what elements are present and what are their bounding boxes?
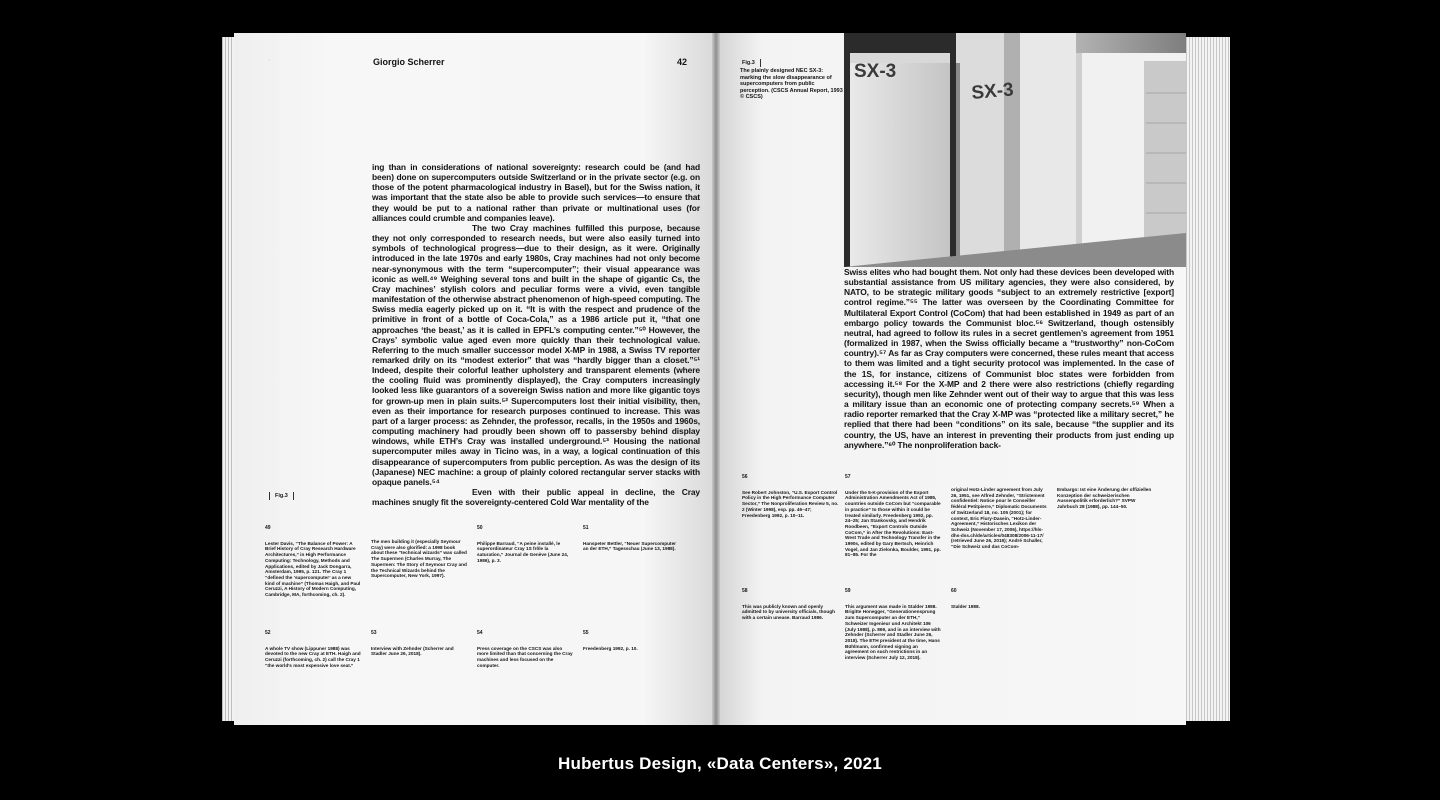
footnote [1057,487,1154,510]
machine-logo: SX-3 [854,61,897,82]
figure-label: Fig.3 [742,59,761,67]
open-book [222,33,1230,725]
right-page [715,33,1186,725]
footnote-text: See Robert Johnston, “U.S. Export Control Policy in the High Performance Computer Sector,” The Nonproliferation Review 5, no. 2 (Winter 1998), esp. pp. 46–47; Freedenberg 1992, p. 10–11. [742,489,839,518]
footnote-text: Philippe Barraud, “A peine installé, le superordinateur Cray 1S frôle la saturation,” Journal de Genève (June 24, 1986), p. 3. [477,540,569,563]
footnote-text: Lester Davis, “The Balance of Power: A Brief History of Cray Research Hardware Architectures,” in High Performance Computing: Technology, Methods and Applications, edited by Jack Dongarra, Amsterdam, 1995, p. 121. The Cray 1 “defined the ‘supercomputer’ as a new kind of machine” (Thomas Haigh, and Paul Ceruzzi, A History of Modern Computing, Cambridge, MA, forthcoming, ch. 2). [265,540,361,598]
paragraph: The two Cray machines fulfilled this purpose, because they not only corresponded to research needs, but were also easily turned into symbols of technological progress—due to their design, as it were. Originally introduced in the late 1970s and early 1980s, Cray machines had not only become near-synonymous with the term “supercomputer”; their visual appearance was iconic as well.⁴⁹ Weighing several tons and built in the shape of gigantic Cs, the Cray machines’ stylish colors and peculiar forms were a vivid, even tangible manifestation of the otherwise abstract phenomenon of high-speed computing. The Swiss media eagerly picked up on it. “It is with the respect and prudence of the primitive in front of a bottle of Coca-Cola,” as a 1986 article put it, “that one approaches ‘the beast,’ as it is called in EPFL’s computing center.”⁵⁰ However, the Crays’ symbolic value aged even more quickly than their technological value. Referring to the much smaller successor model X-MP in 1988, a Swiss TV reporter remarked drily on its “modest exterior” that was “hardly bigger than a closet.”⁵¹ Indeed, despite their colorful leather upholstery and transparent elements (where the cooling fluid was prominently displayed), the Cray computers increasingly looked less like guarantors of a sovereign Swiss nation and more like gigantic toys for grown-up men in plain suits.⁵² Supercomputers lost their initial visibility, then, even as their importance for research purposes continued to increase. This was part of a larger process: as Zehnder, the professor, recalls, in the 1950s and 1960s, computing machinery had proudly been shown off to passersby behind display windows, while ETH’s Cray was installed underground.⁵³ Housing the national supercomputer miles away in Ticino was, in a way, a logical continuation of this disappearance of supercomputers from public perception. As was the design of its (Japanese) NEC machine: a group of plainly colored rectangular server stacks with opaque panels.⁵⁴ [372,222,700,487]
footnote [845,589,942,661]
footnote-number: 57 [845,474,851,480]
bleed-through: ▫ [268,57,271,64]
footnote-text: A whole TV show (Lippuner 1988) was devoted to the new Cray at ETH. Haigh and Ceruzzi (forthcoming, ch. 2) call the Cray 1 “the world’s most expensive love seat.” [265,645,361,668]
right-body-text [844,267,1174,450]
footnote [265,526,362,598]
footnote [371,631,468,657]
footnote-number: 60 [951,588,957,594]
footnote-text: This was publicly known and openly admitted to by university officials, though with a certain unease. Barraud 1986. [742,603,835,621]
nec-sx3-photo [844,33,1186,267]
footnote-text: Interview with Zehnder (Scherrer and Stadler June 26, 2018). [371,645,454,657]
running-head-author: Giorgio Scherrer [373,57,445,67]
footnote-number: 50 [477,525,483,531]
page-edges-right [1186,37,1230,721]
footnote-text: Press coverage on the CSCS was also more limited than that concerning the Cray machines and less focused on the computer. [477,645,573,668]
footnote-number: 56 [742,474,748,480]
footnote-text: The men building it (especially Seymour Cray) were also glorified: a 1998 book about these “technical wizards” was called The Supermen (Charles Murray, The Supermen: The Story of Seymour Cray and the Technical Wizards behind the Supercomputer, New York, 1997). [371,539,467,579]
footnote [742,589,839,621]
paragraph: Swiss elites who had bought them. Not only had these devices been developed with substantial assistance from US military agencies, they were also considered, by NATO, to be strategic military goods “subject to an extremely restrictive [export] control regime.”⁵⁵ The latter was overseen by the Coordinating Committee for Multilateral Export Control (CoCom) that had been established in 1949 as part of an embargo policy towards the Communist bloc.⁵⁶ Switzerland, though ostensibly neutral, had agreed to follow its rules in a secret gentlemen’s agreement from 1951 (formalized in 1987, when the Swiss officially became a “trustworthy” non-CoCom country).⁵⁷ As far as Cray computers were concerned, these rules meant that access to them was limited and a tight security protocol was implemented. In the case of the 1S, for instance, citizens of Communist bloc states were forbidden from accessing it.⁵⁸ For the X-MP and 2 there were also restrictions (chiefly regarding security), though men like Zehnder went out of their way to argue that this was less a military issue than an economic one of protecting company secrets.⁵⁹ When a radio reporter remarked that the Cray X-MP was “protected like a military secret,” he replied that there had been “conditions” on its sale, because “the supplier and its country, the US, have an interest in preventing their products from just ending up anywhere.”⁶⁰ The nonproliferation back- [844,267,1174,450]
footnote-text: Freedenberg 1992, p. 10. [583,645,638,651]
footnote-text: Under the 5-K-provision of the Export Administration Amendments Act of 1985, countries outside CoCom but “comparable in practice” to those within it could be treated similarly. Freedenberg 1992, pp. 24–25; Jan Stankovsky, and Hendrik Roodbeen, “Export Controls Outside CoCom,” in After the Revolutions: East-West Trade and Technology Transfer in the 1990s, edited by Gary Bertsch, Heinrich Vogel, and Jan Zielonka, Boulder, 1991, pp. 81–85. For the [845,489,941,558]
footnote-number: 52 [265,630,271,636]
footnote-number: 53 [371,630,377,636]
footnote-text: Embargo: Ist eine Änderung der offiziellen Konzeption der schweizerischen Aussenpolitik erforderlich?” SVPW Jahrbuch 28 (1988), pp. 144–50. [1057,487,1152,510]
footnote-text: Stalder 1988. [951,603,980,609]
left-body-text [372,162,700,507]
footnote-number: 51 [583,525,589,531]
image-credit: Hubertus Design, «Data Centers», 2021 [558,754,882,773]
footnote [371,539,468,579]
footnote-number: 49 [265,525,271,531]
footnote-number: 58 [742,588,748,594]
footnote-number: 54 [477,630,483,636]
footnote [583,526,680,552]
footnote [845,475,942,558]
figure-caption: The plainly designed NEC SX-3: marking the slow disappearance of supercomputers from public perception. (CSCS Annual Report, 1993 © CSCS) [740,68,843,101]
footnote [742,475,839,518]
footnote [583,631,680,651]
footnote [951,487,1048,550]
paragraph: ing than in considerations of national sovereignty: research could be (and had been) done on supercomputers outside Switzerland or in the private sector (e.g. on those of the potent pharmacological industry in Basel), but for the Swiss nation, it was important that the state also be able to provide such services—to ensure that they would be put to a national rather than private or multinational uses (for alliances could crumble and companies leave). [372,162,700,223]
footnote [477,631,574,669]
machine-logo: SX-3 [970,79,1015,104]
footnote-number: 59 [845,588,851,594]
footnote-text: original Hotz-Linder agreement from July 26, 1951, see Alfred Zehnder, “Strictement confidentiel: Notice pour le Conseiller fédéral Petitpierre,” Diplomatic Documents of Switzerland 18, no. 105 (2001); for context, Eric Flury-Dasein, “Hotz-Linder-Agreement,” Historisches Lexikon der Schweiz (November 17, 2006), https://hls-dhs-dss.ch/de/articles/048308/2006-11-17/ (retrieved June 26, 2019); André Schaller, “Die Schweiz und das CoCom- [951,487,1047,550]
footnote [477,526,574,564]
footnote [265,631,362,669]
left-page [234,33,715,725]
book-gutter [712,33,720,725]
paragraph: Even with their public appeal in decline, the Cray machines snugly fit the sovereignty-centered Cold War mentality of the [372,487,700,508]
supercomputer-image [844,33,1186,267]
figure-label: Fig.3 [269,492,294,500]
footnote [951,589,1048,609]
footnote-text: Hanspeter Bettler, “Neuer Supercomputer an der ETH,” Tagesschau (June 13, 1988). [583,540,676,552]
footnote-text: This argument was made in Stalder 1988. Brigitte Honegger, “Generationensprung zum Supercomputer an der ETH,” Schweizer Ingenieur und Architekt 106 (July 1988), p. 869, and in an interview with Zehnder (Scherrer and Stadler June 26, 2018). The ETH president at the time, Hans Bühlmann, confirmed signing an agreement on such restrictions in an interview (Scherrer July 12, 2018). [845,603,941,661]
page-number: 42 [677,57,688,67]
footnote-number: 55 [583,630,589,636]
